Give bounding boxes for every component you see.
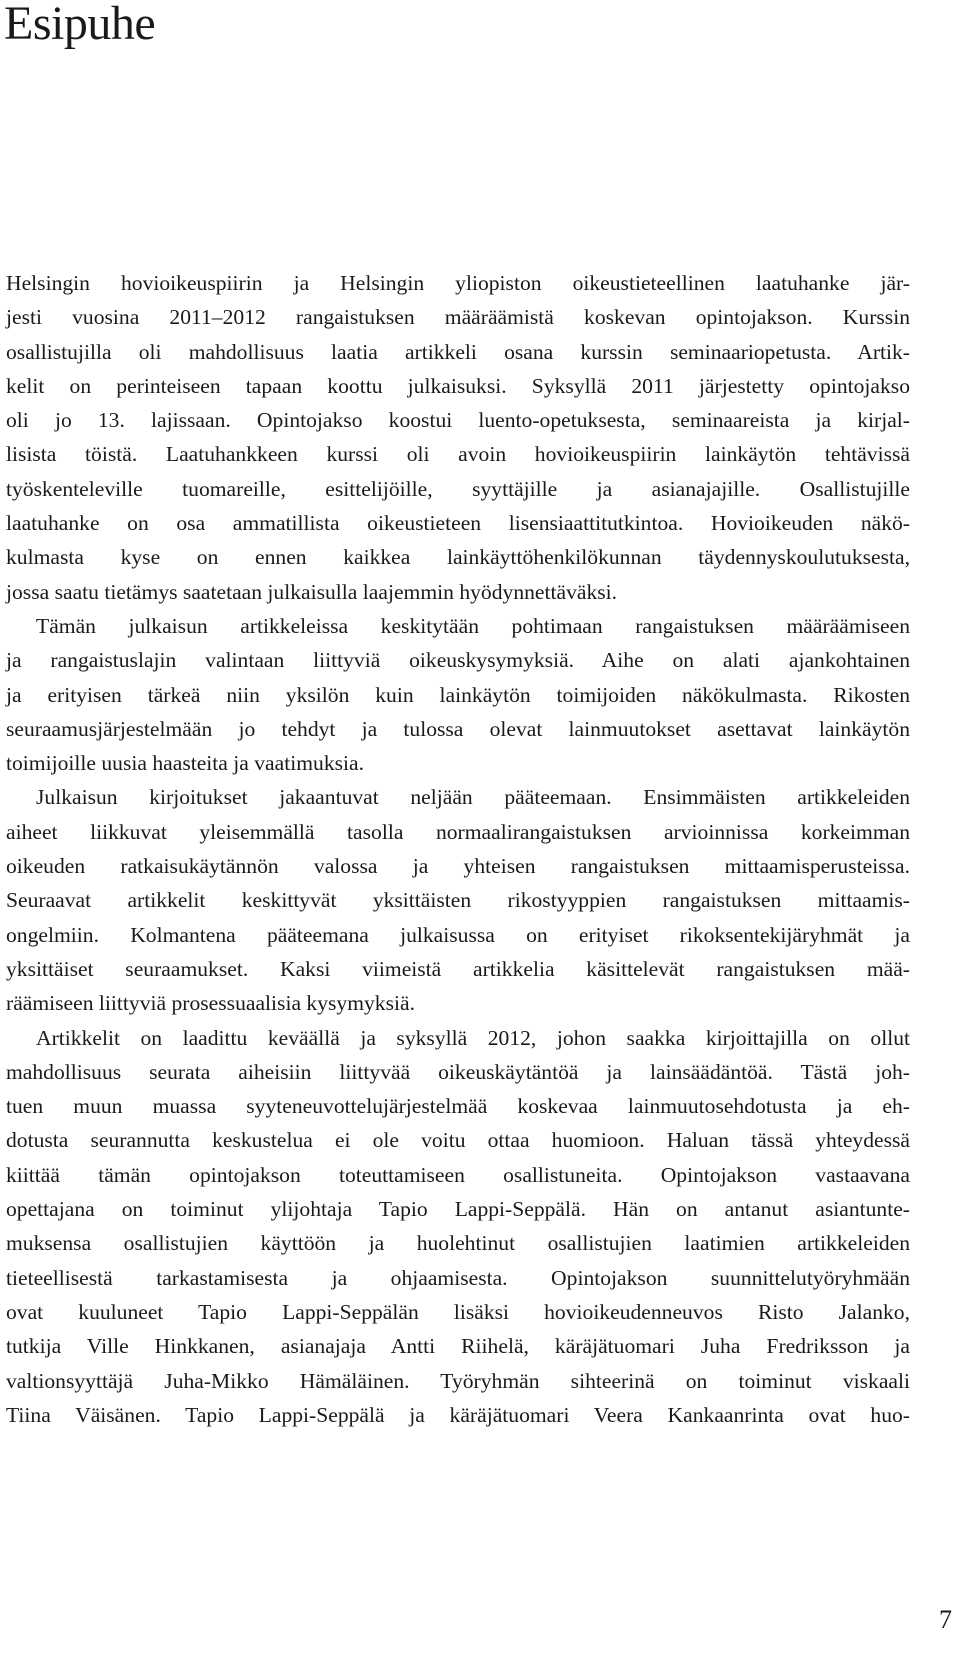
text-line: laatuhanke on osa ammatillista oikeustieteen lisensiaattitutkintoa. Hovioikeuden näkö- xyxy=(6,511,910,536)
text-line: räämiseen liittyviä prosessuaalisia kysymyksiä. xyxy=(6,991,415,1016)
text-line: ongelmiin. Kolmantena pääteemana julkaisussa on erityiset rikoksentekijäryhmät ja xyxy=(6,922,910,947)
text-line: muksensa osallistujien käyttöön ja huolehtinut osallistujien laatimien artikkeleiden xyxy=(6,1231,910,1256)
text-line: ja erityisen tärkeä niin yksilön kuin lainkäytön toimijoiden näkökulmasta. Rikosten xyxy=(6,682,910,707)
text-line: mahdollisuus seurata aiheisiin liittyvää oikeuskäytäntöä ja lainsäädäntöä. Tästä joh- xyxy=(6,1059,910,1084)
text-line: oli jo 13. lajissaan. Opintojakso koostui luento-opetuksesta, seminaareista ja kirjal- xyxy=(6,408,910,433)
text-line: Tämän julkaisun artikkeleissa keskitytään pohtimaan rangaistuksen määräämiseen xyxy=(36,613,910,638)
text-line: Artikkelit on laadittu keväällä ja syksyllä 2012, johon saakka kirjoittajilla on ollut xyxy=(36,1025,910,1050)
text-line: yksittäiset seuraamukset. Kaksi viimeistä artikkelia käsittelevät rangaistuksen mää- xyxy=(6,956,910,981)
text-line: Helsingin hovioikeuspiirin ja Helsingin yliopiston oikeustieteellinen laatuhanke jär- xyxy=(6,271,910,295)
text-line: Julkaisun kirjoitukset jakaantuvat neljään pääteemaan. Ensimmäisten artikkeleiden xyxy=(36,785,910,810)
text-line: jossa saatu tietämys saatetaan julkaisulla laajemmin hyödynnettäväksi. xyxy=(6,579,618,604)
text-line: kulmasta kyse on ennen kaikkea lainkäyttöhenkilökunnan täydennyskoulutuksesta, xyxy=(6,545,910,570)
page-number: 7 xyxy=(939,1605,952,1634)
text-line: Seuraavat artikkelit keskittyvät yksittäisten rikostyyppien rangaistuksen mittaamis- xyxy=(6,888,910,913)
text-line: seuraamusjärjestelmään jo tehdyt ja tulossa olevat lainmuutokset asettavat lainkäytön xyxy=(6,716,910,741)
page-title: Esipuhe xyxy=(4,0,156,50)
text-line: toimijoille uusia haasteita ja vaatimuksia. xyxy=(6,751,365,776)
text-line: dotusta seurannutta keskustelua ei ole voitu ottaa huomioon. Haluan tässä yhteydessä xyxy=(6,1128,910,1153)
text-line: osallistujilla oli mahdollisuus laatia artikkeli osana kurssin seminaariopetusta. Artik- xyxy=(6,339,910,364)
body-text xyxy=(6,266,910,1432)
text-line: ovat kuuluneet Tapio Lappi-Seppälän lisäksi hovioikeudenneuvos Risto Jalanko, xyxy=(6,1299,910,1324)
text-line: lisista töistä. Laatuhankkeen kurssi oli avoin hovioikeuspiirin lainkäytön tehtävissä xyxy=(6,442,910,467)
text-line: tutkija Ville Hinkkanen, asianajaja Antti Riihelä, käräjätuomari Juha Fredriksson ja xyxy=(6,1334,910,1359)
text-line: jesti vuosina 2011–2012 rangaistuksen määräämistä koskevan opintojakson. Kurssin xyxy=(6,305,910,330)
text-line: Tiina Väisänen. Tapio Lappi-Seppälä ja käräjätuomari Veera Kankaanrinta ovat huo- xyxy=(6,1402,910,1427)
text-line: kiittää tämän opintojakson toteuttamiseen osallistuneita. Opintojakson vastaavana xyxy=(6,1162,910,1187)
text-line: opettajana on toiminut ylijohtaja Tapio Lappi-Seppälä. Hän on antanut asiantunte- xyxy=(6,1197,910,1222)
text-line: ja rangaistuslajin valintaan liittyviä oikeuskysymyksiä. Aihe on alati ajankohtainen xyxy=(6,648,910,673)
text-line: oikeuden ratkaisukäytännön valossa ja yhteisen rangaistuksen mittaamisperusteissa. xyxy=(6,854,910,879)
text-line: aiheet liikkuvat yleisemmällä tasolla normaalirangaistuksen arvioinnissa korkeimman xyxy=(6,819,910,844)
text-line: kelit on perinteiseen tapaan koottu julkaisuksi. Syksyllä 2011 järjestetty opintojakso xyxy=(6,373,910,398)
text-line: työskenteleville tuomareille, esittelijöille, syyttäjille ja asianajajille. Osallistujille xyxy=(6,476,910,501)
text-line: valtionsyyttäjä Juha-Mikko Hämäläinen. Työryhmän sihteerinä on toiminut viskaali xyxy=(6,1368,910,1393)
text-line: tieteellisestä tarkastamisesta ja ohjaamisesta. Opintojakson suunnittelutyöryhmään xyxy=(6,1265,910,1290)
text-line: tuen muun muassa syyteneuvottelujärjestelmää koskevaa lainmuutosehdotusta ja eh- xyxy=(6,1094,910,1119)
